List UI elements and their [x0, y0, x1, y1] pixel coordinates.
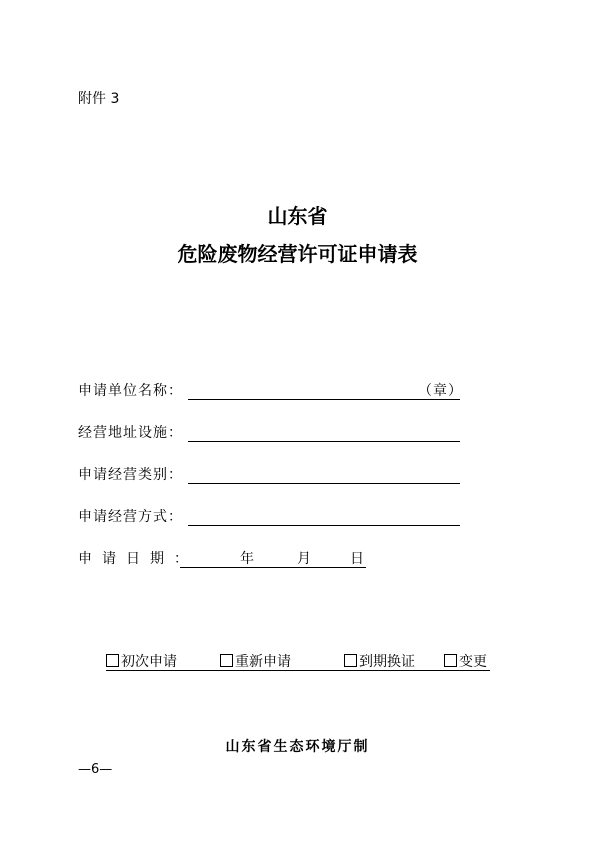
address-label: 经营地址设施： [78, 425, 183, 441]
mode-label: 申请经营方式： [78, 509, 183, 525]
option-reapply-label: 重新申请 [235, 654, 291, 670]
date-label-char: 请 [102, 551, 116, 567]
date-label-char: 期 [150, 551, 164, 567]
option-initial-label: 初次申请 [121, 654, 177, 670]
page-number: —6— [78, 762, 113, 777]
option-change[interactable] [444, 651, 487, 671]
checkbox-icon[interactable] [444, 654, 457, 667]
option-change-label: 变更 [459, 654, 487, 670]
date-field[interactable] [180, 548, 366, 568]
application-type-options [106, 651, 490, 671]
day-unit: 日 [350, 551, 364, 567]
date-label [78, 548, 188, 568]
month-unit: 月 [297, 551, 311, 567]
attachment-label: 附件 3 [78, 91, 120, 107]
date-label-char: 日 [126, 551, 140, 567]
option-renewal[interactable] [344, 651, 415, 671]
checkbox-icon[interactable] [106, 654, 119, 667]
issuer: 山东省生态环境厅制 [225, 739, 370, 755]
seal-label: （章） [418, 383, 463, 399]
address-field[interactable] [188, 422, 460, 442]
option-reapply[interactable] [220, 651, 291, 671]
year-unit: 年 [240, 551, 254, 567]
title-province: 山东省 [267, 204, 328, 228]
mode-field[interactable] [188, 506, 460, 526]
date-label-char: 申 [78, 551, 92, 567]
category-field[interactable] [188, 464, 460, 484]
option-initial[interactable] [106, 651, 177, 671]
category-label: 申请经营类别： [78, 467, 183, 483]
applicant-name-label: 申请单位名称： [78, 383, 183, 399]
checkbox-icon[interactable] [344, 654, 357, 667]
checkbox-icon[interactable] [220, 654, 233, 667]
option-renewal-label: 到期换证 [359, 654, 415, 670]
form-title: 危险废物经营许可证申请表 [177, 242, 418, 266]
date-label-char: ： [174, 551, 188, 567]
